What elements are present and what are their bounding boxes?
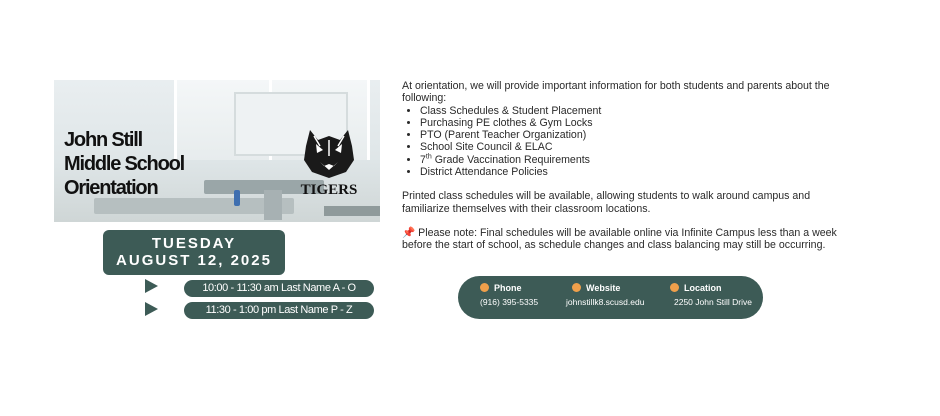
orientation-banner [54, 80, 380, 222]
date-day: TUESDAY [151, 235, 237, 252]
location-address[interactable]: 2250 John Still Drive [674, 297, 752, 307]
list-item [420, 154, 842, 166]
list-item: • District Attendance Policies [420, 166, 842, 178]
ordinal-suffix: th [425, 153, 432, 161]
date-full: AUGUST 12, 2025 [116, 252, 272, 269]
tiger-logo-text: TIGERS [300, 182, 358, 198]
phone-heading: Phone [480, 282, 522, 294]
desk [324, 206, 380, 216]
info-text [402, 80, 842, 252]
website-link[interactable]: johnstillk8.scusd.edu [566, 297, 645, 307]
tiger-logo-icon [290, 126, 368, 198]
date-badge [103, 230, 285, 275]
arrow-right-icon [145, 302, 158, 316]
note-body: Please note: Final schedules will be available online via Infinite Campus less than a week before the start of school, as schedule changes and class balancing may still be occurring. [402, 226, 837, 252]
time-slot-1: 10:00 - 11:30 am Last Name A - O [184, 280, 374, 297]
contact-bar [458, 276, 763, 319]
time-slot-2: 11:30 - 1:00 pm Last Name P - Z [184, 302, 374, 319]
note-text [402, 227, 842, 252]
globe-icon [572, 283, 581, 292]
list-item: • Class Schedules & Student Placement [420, 105, 842, 117]
vaccination-text: Grade Vaccination Requirements [431, 153, 590, 166]
location-pin-icon [670, 283, 679, 292]
list-item: • School Site Council & ELAC [420, 141, 842, 153]
list-item: • Purchasing PE clothes & Gym Locks [420, 117, 842, 129]
topics-list [402, 105, 842, 179]
website-heading: Website [572, 282, 620, 294]
schedules-text: Printed class schedules will be available, allowing students to walk around campus and familiarize themselves with their classroom locations. [402, 190, 811, 215]
phone-number[interactable]: (916) 395-5335 [480, 297, 539, 307]
arrow-right-icon [145, 279, 158, 293]
list-item: • PTO (Parent Teacher Organization) [420, 129, 842, 141]
chair [264, 190, 282, 220]
grade-number: 7 [420, 153, 426, 166]
phone-icon [480, 283, 489, 292]
water-bottle [234, 190, 240, 206]
pushpin-icon: 📌 [402, 226, 416, 239]
location-heading: Location [670, 282, 722, 294]
banner-title: John Still Middle School Orientation [64, 129, 184, 199]
intro-text: At orientation, we will provide important information for both students and parents about the following: [402, 80, 830, 105]
